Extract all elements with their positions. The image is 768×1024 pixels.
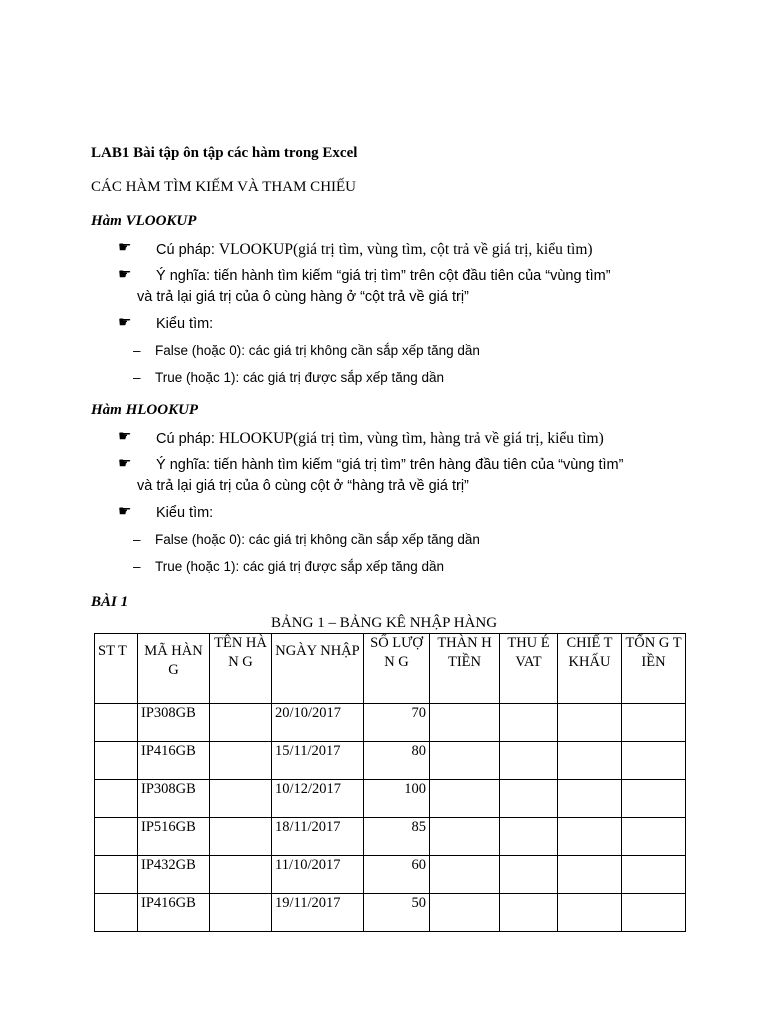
header-so-luong: SỐ LƯỢN G (364, 634, 430, 704)
vlookup-true-text: True (hoặc 1): các giá trị được sắp xếp tăng dần (155, 370, 445, 385)
cell-so-luong: 100 (364, 780, 430, 818)
cell-ngay-nhap: 15/11/2017 (272, 742, 364, 780)
header-stt: ST T (95, 634, 138, 704)
cell-so-luong: 85 (364, 818, 430, 856)
dash-marker: – (133, 532, 141, 547)
cell-chiet-khau (558, 704, 622, 742)
cell-thue-vat (500, 818, 558, 856)
cell-thanh-tien (430, 818, 500, 856)
vlookup-false-text: False (hoặc 0): các giá trị không cần sắp xếp tăng dần (155, 343, 480, 358)
cell-stt (95, 704, 138, 742)
cell-ma-hang: IP432GB (138, 856, 210, 894)
import-table (94, 633, 686, 932)
cell-tong-tien (622, 818, 686, 856)
cell-ten-hang (210, 894, 272, 932)
vlookup-meaning-line2: và trả lại giá trị của ô cùng hàng ở “cột trả về giá trị” (137, 289, 469, 305)
header-chiet-khau: CHIẾ T KHẤU (558, 634, 622, 704)
table-title: BẢNG 1 – BẢNG KÊ NHẬP HÀNG (270, 615, 498, 631)
cell-so-luong: 60 (364, 856, 430, 894)
cell-so-luong: 80 (364, 742, 430, 780)
table-row (95, 704, 686, 742)
dash-marker: – (133, 343, 141, 358)
vlookup-syntax: VLOOKUP(giá trị tìm, vùng tìm, cột trả về giá trị, kiểu tìm) (218, 241, 593, 258)
dash-marker: – (133, 559, 141, 574)
hlookup-true-option (133, 559, 444, 574)
vlookup-kieutim: Kiểu tìm: (156, 316, 214, 332)
hlookup-heading: Hàm HLOOKUP (91, 402, 199, 418)
cell-thue-vat (500, 704, 558, 742)
table-row (95, 780, 686, 818)
cell-thanh-tien (430, 856, 500, 894)
cell-ma-hang: IP516GB (138, 818, 210, 856)
cell-thue-vat (500, 894, 558, 932)
hlookup-false-text: False (hoặc 0): các giá trị không cần sắp xếp tăng dần (155, 532, 480, 547)
hlookup-meaning-line1: Ý nghĩa: tiến hành tìm kiếm “giá trị tìm” trên hàng đầu tiên của “vùng tìm” (156, 457, 624, 473)
hlookup-syntax-bullet (118, 430, 604, 448)
hlookup-meaning-line2: và trả lại giá trị của ô cùng cột ở “hàng trả về giá trị” (137, 478, 469, 494)
cell-thue-vat (500, 742, 558, 780)
cell-ngay-nhap: 10/12/2017 (272, 780, 364, 818)
section-title: CÁC HÀM TÌM KIẾM VÀ THAM CHIẾU (91, 179, 357, 195)
cell-ma-hang: IP308GB (138, 704, 210, 742)
vlookup-meaning-bullet (118, 268, 611, 284)
cell-so-luong: 70 (364, 704, 430, 742)
cell-ngay-nhap: 18/11/2017 (272, 818, 364, 856)
vlookup-false-option (133, 343, 480, 358)
vlookup-meaning-line1: Ý nghĩa: tiến hành tìm kiếm “giá trị tìm” trên cột đầu tiên của “vùng tìm” (156, 268, 611, 284)
header-thanh-tien: THÀN H TIỀN (430, 634, 500, 704)
pointing-hand-icon: ☛ (118, 240, 132, 256)
cell-thue-vat (500, 780, 558, 818)
vlookup-true-option (133, 370, 444, 385)
vlookup-heading: Hàm VLOOKUP (91, 213, 197, 229)
table-row (95, 818, 686, 856)
cell-so-luong: 50 (364, 894, 430, 932)
cell-tong-tien (622, 894, 686, 932)
header-tong-tien: TỔN G TIỀN (622, 634, 686, 704)
cell-stt (95, 856, 138, 894)
lab-title: LAB1 Bài tập ôn tập các hàm trong Excel (91, 145, 358, 161)
table-row (95, 742, 686, 780)
cell-ten-hang (210, 780, 272, 818)
table-row (95, 894, 686, 932)
cell-ngay-nhap: 11/10/2017 (272, 856, 364, 894)
cell-ten-hang (210, 704, 272, 742)
cell-thue-vat (500, 856, 558, 894)
cell-thanh-tien (430, 742, 500, 780)
pointing-hand-icon: ☛ (118, 267, 132, 283)
cell-tong-tien (622, 704, 686, 742)
hlookup-meaning-bullet (118, 457, 623, 473)
cell-chiet-khau (558, 780, 622, 818)
cell-chiet-khau (558, 856, 622, 894)
cell-ten-hang (210, 742, 272, 780)
cell-chiet-khau (558, 818, 622, 856)
cell-ma-hang: IP308GB (138, 780, 210, 818)
table-row (95, 856, 686, 894)
cell-tong-tien (622, 856, 686, 894)
vlookup-kieutim-bullet (118, 316, 213, 332)
cell-ten-hang (210, 856, 272, 894)
hlookup-false-option (133, 532, 480, 547)
cell-tong-tien (622, 742, 686, 780)
cell-stt (95, 818, 138, 856)
header-ngay-nhap: NGÀY NHẬP (272, 634, 364, 704)
vlookup-syntax-label: Cú pháp: (156, 242, 219, 258)
cell-ma-hang: IP416GB (138, 742, 210, 780)
cell-stt (95, 894, 138, 932)
vlookup-syntax-bullet (118, 241, 593, 259)
table-header-row (95, 634, 686, 704)
hlookup-kieutim: Kiểu tìm: (156, 505, 214, 521)
hlookup-syntax-label: Cú pháp: (156, 431, 219, 447)
pointing-hand-icon: ☛ (118, 504, 132, 520)
cell-ten-hang (210, 818, 272, 856)
cell-stt (95, 780, 138, 818)
pointing-hand-icon: ☛ (118, 315, 132, 331)
cell-chiet-khau (558, 894, 622, 932)
pointing-hand-icon: ☛ (118, 456, 132, 472)
cell-ngay-nhap: 20/10/2017 (272, 704, 364, 742)
cell-thanh-tien (430, 894, 500, 932)
dash-marker: – (133, 370, 141, 385)
cell-thanh-tien (430, 780, 500, 818)
cell-ma-hang: IP416GB (138, 894, 210, 932)
cell-chiet-khau (558, 742, 622, 780)
header-ma-hang: MÃ HÀNG (138, 634, 210, 704)
hlookup-syntax: HLOOKUP(giá trị tìm, vùng tìm, hàng trả về giá trị, kiểu tìm) (218, 430, 604, 447)
hlookup-kieutim-bullet (118, 505, 213, 521)
pointing-hand-icon: ☛ (118, 429, 132, 445)
cell-thanh-tien (430, 704, 500, 742)
header-ten-hang: TÊN HÀN G (210, 634, 272, 704)
exercise-heading: BÀI 1 (91, 594, 129, 610)
cell-tong-tien (622, 780, 686, 818)
header-thue-vat: THU É VAT (500, 634, 558, 704)
cell-stt (95, 742, 138, 780)
cell-ngay-nhap: 19/11/2017 (272, 894, 364, 932)
hlookup-true-text: True (hoặc 1): các giá trị được sắp xếp tăng dần (155, 559, 445, 574)
